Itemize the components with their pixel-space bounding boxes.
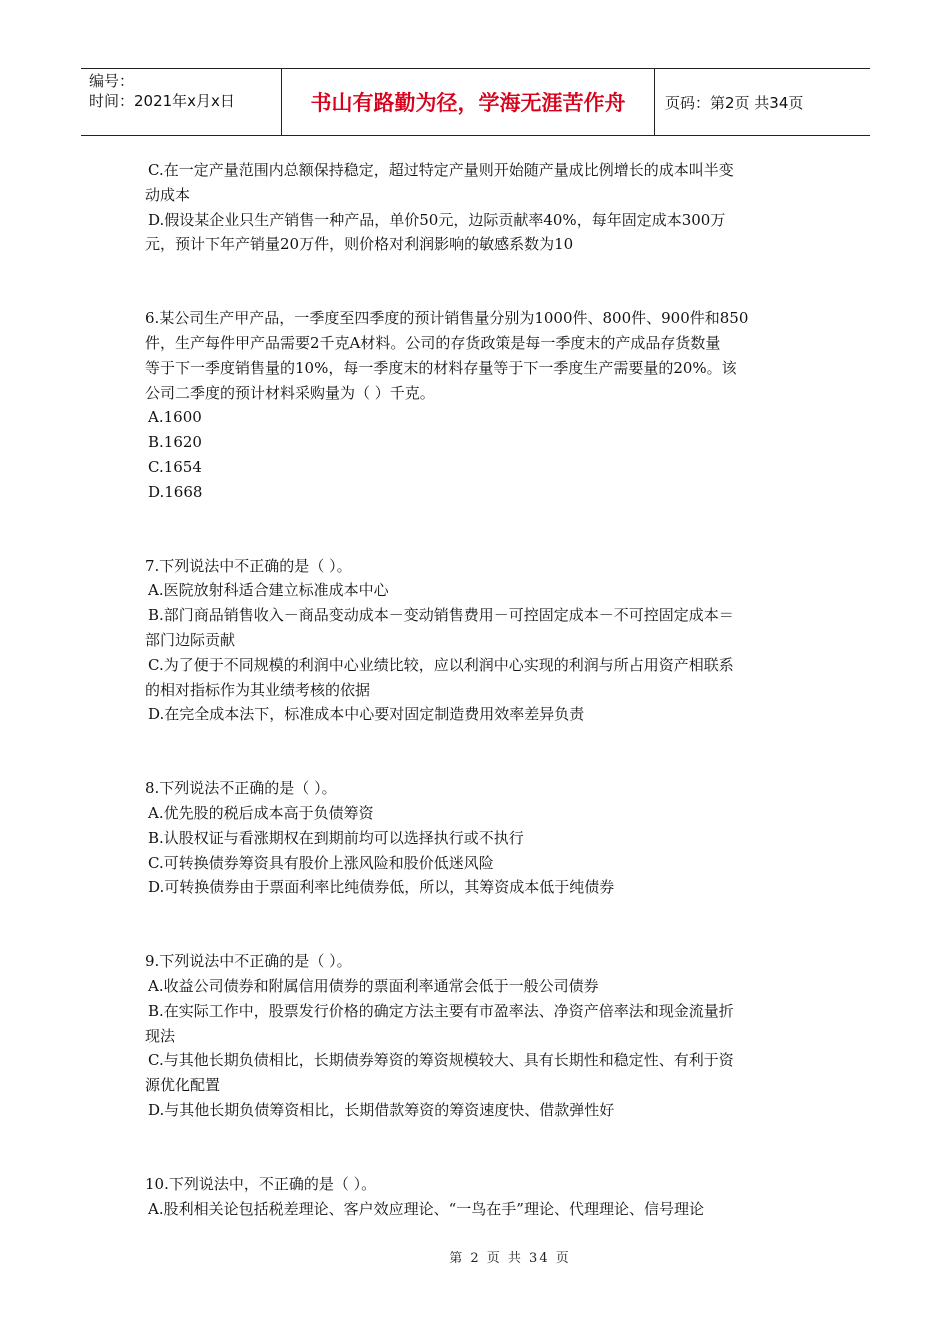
answer-option-line: C.在一定产量范围内总额保持稳定，超过特定产量则开始随产量成比例增长的成本叫半变 [148,161,734,179]
question-text-line: 等于下一季度销售量的10%，每一季度末的材料存量等于下一季度生产需要量的20%。该 [145,358,737,377]
answer-option-line: B.1620 [148,433,202,452]
question-text-line: 元，预计下年产销量20万件，则价格对利润影响的敏感系数为10 [145,235,574,254]
answer-option-line: B.认股权证与看涨期权在到期前均可以选择执行或不执行 [148,828,524,847]
question-spacer [145,900,805,949]
header-meta-cell [81,69,282,135]
answer-option-line: C.为了便于不同规模的利润中心业绩比较，应以利润中心实现的利润与所占用资产相联系 [148,655,734,674]
answer-option-line: A.优先股的税后成本高于负债筹资 [148,803,374,822]
answer-option-line: C.与其他长期负债相比，长期债券筹资的筹资规模较大、具有长期性和稳定性、有利于资 [148,1051,734,1070]
question-block [145,158,805,257]
answer-option-line: D.与其他长期负债筹资相比，长期借款筹资的筹资速度快、借款弹性好 [148,1100,615,1119]
question-text-line: 10.下列说法中，不正确的是（ ）。 [145,1174,377,1193]
question-spacer [145,1123,805,1172]
document-date: 时间：2021年x月x日 [89,92,235,110]
question-text-line: 部门边际贡献 [145,630,236,649]
answer-option-line: D.1668 [148,482,203,501]
question-text-line: 公司二季度的预计材料采购量为（ ）千克。 [145,383,435,402]
answer-option-line: A.收益公司债券和附属信用债券的票面利率通常会低于一般公司债券 [148,976,599,995]
header-page-cell [655,69,870,135]
question-text-line: 7.下列说法中不正确的是（ ）。 [145,556,352,575]
answer-option-line: A.股利相关论包括税差理论、客户效应理论、“一鸟在手”理论、代理理论、信号理论 [148,1199,704,1218]
document-number-label: 编号： [89,72,135,90]
header-motto: 书山有路勤为径，学海无涯苦作舟 [310,91,626,115]
question-text-line: 9.下列说法中不正确的是（ ）。 [145,952,352,971]
question-block [145,1172,805,1222]
question-block [145,306,805,504]
question-text-line: 现法 [145,1026,176,1045]
answer-option-line: D.可转换债券由于票面利率比纯债券低，所以，其筹资成本低于纯债券 [148,878,615,897]
answer-option-line: A.1600 [148,408,202,427]
answer-option-line: D.在完全成本法下，标准成本中心要对固定制造费用效率差异负责 [148,705,585,724]
question-text-line: 的相对指标作为其业绩考核的依据 [145,680,371,699]
question-text-line: 动成本 [145,185,191,204]
question-spacer [145,505,805,554]
question-text-line: 8.下列说法不正确的是（ ）。 [145,779,337,798]
answer-option-line: B.部门商品销售收入－商品变动成本－变动销售费用－可控固定成本－不可控固定成本＝ [148,606,734,625]
question-text-line: 件，生产每件甲产品需要2千克A材料。公司的存货政策是每一季度末的产成品存货数量 [145,333,721,352]
question-block [145,949,805,1123]
header-motto-cell [282,69,655,135]
document-body [145,158,805,1221]
question-text-line: 6.某公司生产甲产品，一季度至四季度的预计销售量分别为1000件、800件、900件和850 [145,309,749,328]
header-page-info: 页码：第2页 共34页 [665,93,804,112]
answer-option-line: C.1654 [148,457,202,476]
answer-option-line: D.假设某企业只生产销售一种产品，单价50元，边际贡献率40%，每年固定成本300万 [148,210,726,229]
question-spacer [145,257,805,306]
question-block [145,776,805,900]
answer-option-line: A.医院放射科适合建立标准成本中心 [148,581,389,600]
question-text-line: 源优化配置 [145,1076,221,1095]
header-table [81,68,870,136]
answer-option-line: C.可转换债券筹资具有股价上涨风险和股价低迷风险 [148,853,494,872]
question-spacer [145,727,805,776]
question-block [145,554,805,728]
answer-option-line: B.在实际工作中，股票发行价格的确定方法主要有市盈率法、净资产倍率法和现金流量折 [148,1001,734,1020]
page-footer: 第 2 页 共 34 页 [449,1251,571,1266]
